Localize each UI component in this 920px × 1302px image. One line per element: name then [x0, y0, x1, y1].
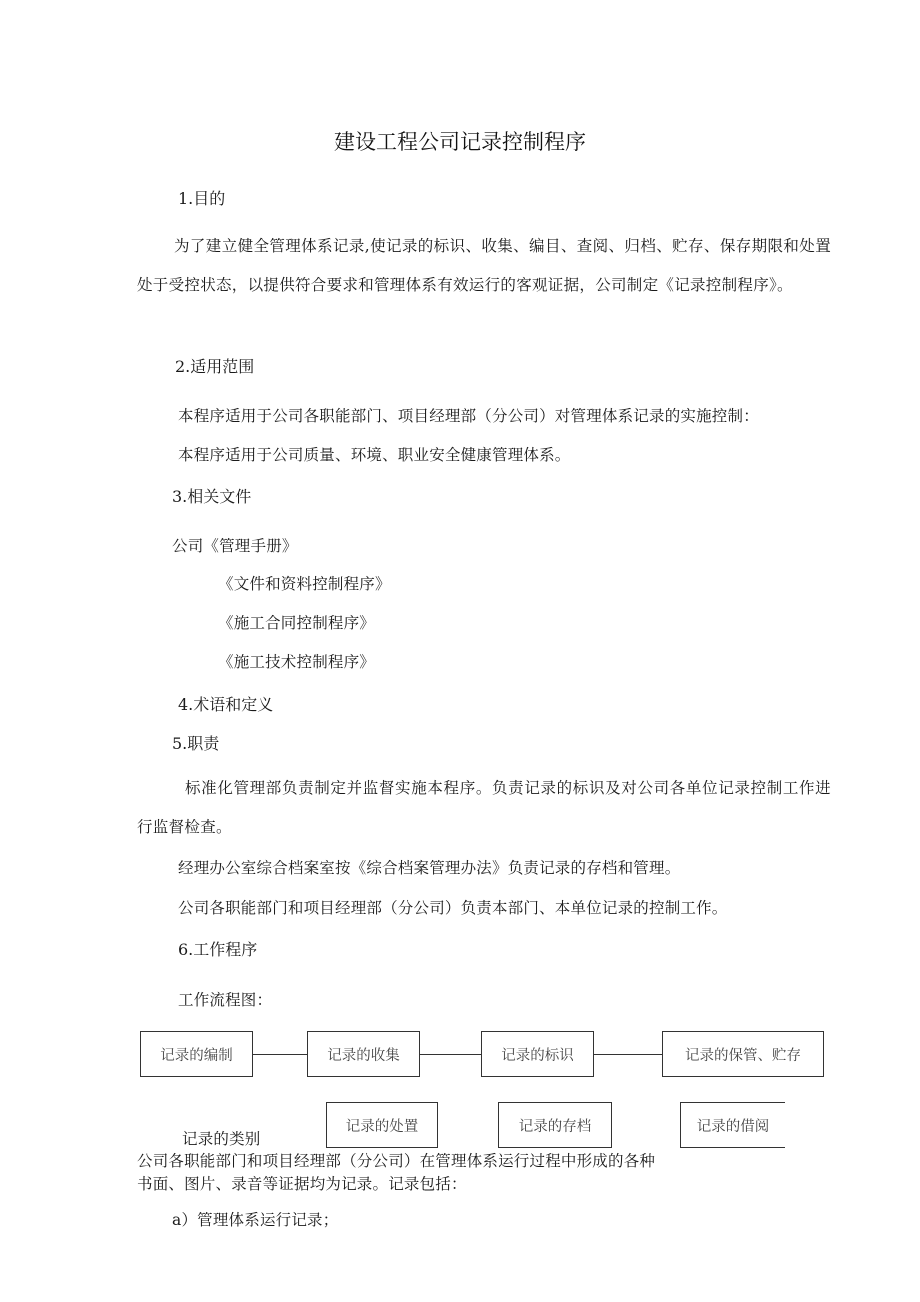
section-5-paragraph: 标准化管理部负责制定并监督实施本程序。负责记录的标识及对公司各单位记录控制工作进行监督检查。 [137, 779, 831, 836]
section-5-line-2: 经理办公室综合档案室按《综合档案管理办法》负责记录的存档和管理。 [178, 859, 681, 877]
records-item-a: a）管理体系运行记录； [172, 1211, 339, 1229]
section-5-heading: 5.职责 [172, 734, 220, 753]
flow-connector [419, 1054, 482, 1055]
section-2-line-2: 本程序适用于公司质量、环境、职业安全健康管理体系。 [178, 446, 571, 464]
flow-box-identify: 记录的标识 [481, 1031, 594, 1077]
section-2-heading: 2.适用范围 [175, 357, 255, 376]
section-2-line-1: 本程序适用于公司各职能部门、项目经理部（分公司）对管理体系记录的实施控制： [178, 407, 759, 425]
flow-box-borrow: 记录的借阅 [680, 1102, 785, 1148]
section-3-heading: 3.相关文件 [172, 487, 252, 506]
flow-connector [252, 1054, 307, 1055]
section-3-manual: 公司《管理手册》 [172, 537, 298, 555]
flow-box-collect: 记录的收集 [307, 1031, 420, 1077]
section-3-doc-1: 《文件和资料控制程序》 [218, 575, 391, 593]
flow-connector [593, 1054, 663, 1055]
records-line-1: 公司各职能部门和项目经理部（分公司）在管理体系运行过程中形成的各种 [137, 1152, 656, 1170]
section-6-heading: 6.工作程序 [178, 940, 258, 959]
section-4-heading: 4.术语和定义 [178, 695, 274, 714]
section-3-doc-2: 《施工合同控制程序》 [218, 614, 376, 632]
section-1-heading: 1.目的 [178, 189, 226, 208]
section-3-doc-3: 《施工技术控制程序》 [218, 653, 376, 671]
flow-box-archive: 记录的存档 [498, 1102, 612, 1148]
flow-box-storage: 记录的保管、贮存 [662, 1031, 824, 1077]
flow-box-compile: 记录的编制 [140, 1031, 253, 1077]
document-title: 建设工程公司记录控制程序 [334, 130, 586, 154]
section-1-paragraph: 为了建立健全管理体系记录,使记录的标识、收集、编目、查阅、归档、贮存、保存期限和处置处于受控状态，以提供符合要求和管理体系有效运行的客观证据，公司制定《记录控制程序》。 [137, 237, 831, 294]
section-5-line-3: 公司各职能部门和项目经理部（分公司）负责本部门、本单位记录的控制工作。 [178, 899, 728, 917]
records-category-heading: 记录的类别 [182, 1130, 261, 1148]
flowchart-label: 工作流程图： [178, 991, 273, 1009]
records-line-2: 书面、图片、录音等证据均为记录。记录包括： [137, 1175, 467, 1193]
flow-box-dispose: 记录的处置 [326, 1102, 438, 1148]
